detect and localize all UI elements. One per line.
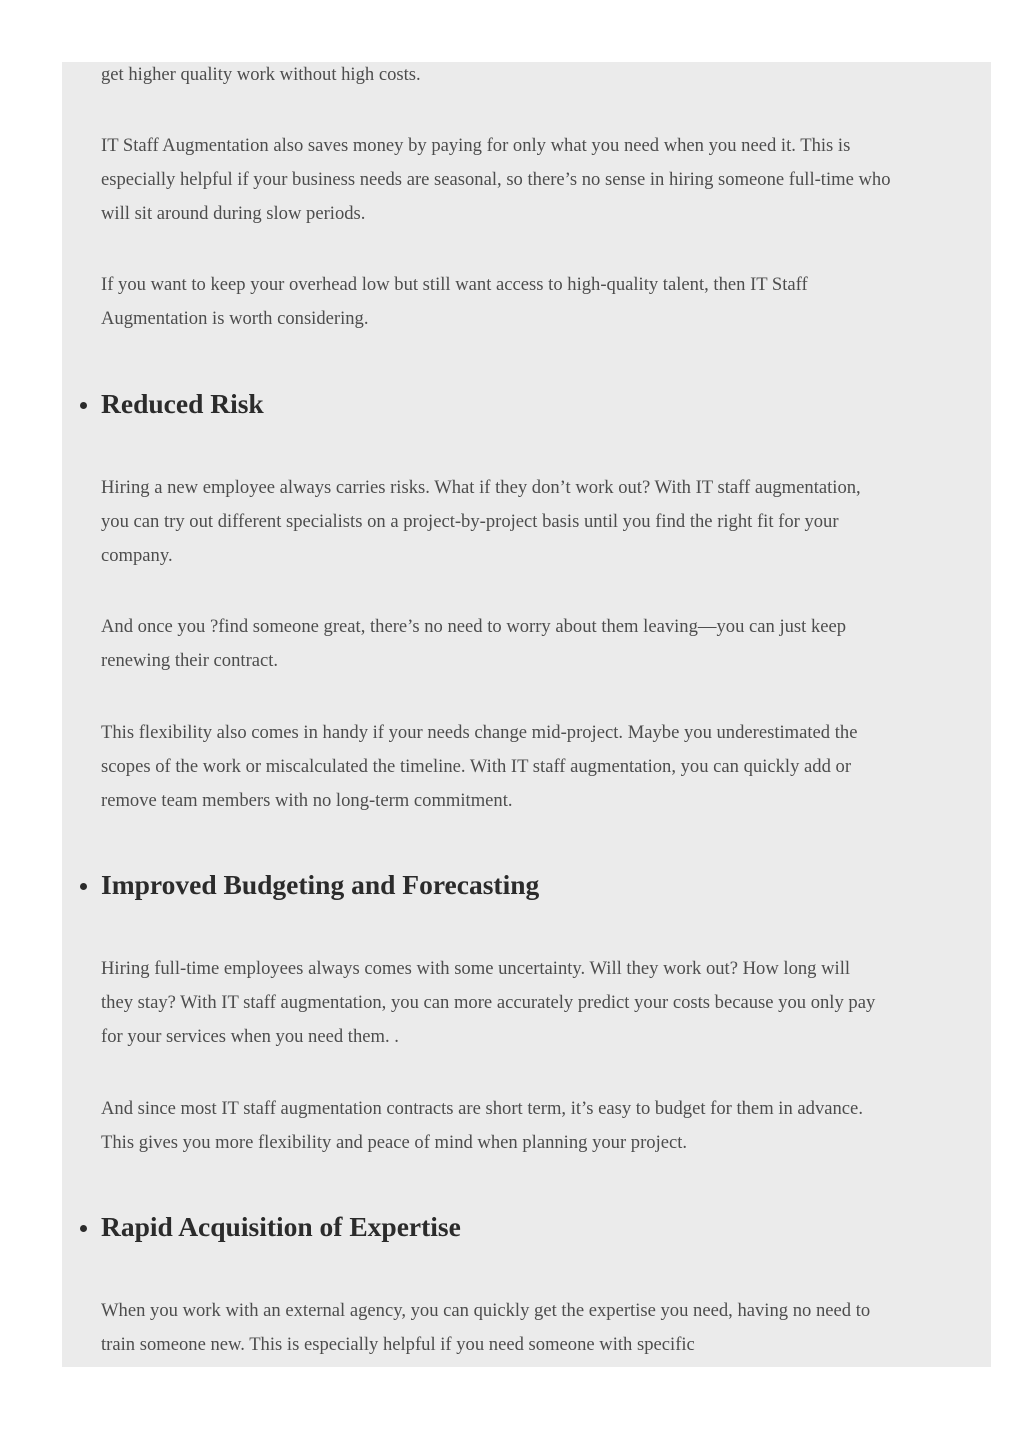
paragraph-budget-2: And since most IT staff augmentation contracts are short term, it’s easy to budget for them in advance. This gives you more flexibility and peace of mind when planning your project. xyxy=(101,1098,863,1153)
paragraph-risk-1: Hiring a new employee always carries risks. What if they don’t work out? With IT staff augmentation, you can try out different specialists on a project-by-project basis until you find the right fit for your company. xyxy=(101,477,861,566)
heading-improved-budgeting xyxy=(62,868,539,902)
paragraph-continuation: get higher quality work without high costs. xyxy=(101,64,421,85)
bullet-icon xyxy=(80,402,87,409)
paragraph-risk-2: And once you ?find someone great, there’s no need to worry about them leaving—you can just keep renewing their contract. xyxy=(101,616,847,671)
paragraph-savings: IT Staff Augmentation also saves money by paying for only what you need when you need it. This is especially helpful if your business needs are seasonal, so there’s no sense in hiring someone full-time who will sit around during slow periods. xyxy=(101,135,891,224)
heading-rapid-acquisition xyxy=(62,1210,461,1244)
paragraph-overhead: If you want to keep your overhead low but still want access to high-quality talent, then IT Staff Augmentation is worth considering. xyxy=(101,274,808,329)
bullet-icon xyxy=(80,1225,87,1232)
heading-reduced-risk xyxy=(62,387,264,421)
bullet-icon xyxy=(80,883,87,890)
page-panel xyxy=(62,62,991,1367)
paragraph-budget-1: Hiring full-time employees always comes with some uncertainty. Will they work out? How long will they stay? With IT staff augmentation, you can more accurately predict your costs because you only pay for your services when you need them. . xyxy=(101,958,876,1047)
paragraph-risk-3: This flexibility also comes in handy if your needs change mid-project. Maybe you underestimated the scopes of the work or miscalculated the timeline. With IT staff augmentation, you can quickly add or remove team members with no long-term commitment. xyxy=(101,722,858,811)
heading-reduced-risk-text: Reduced Risk xyxy=(101,388,264,419)
paragraph-expertise-1: When you work with an external agency, you can quickly get the expertise you need, having no need to train someone new. This is especially helpful if you need someone with specific xyxy=(101,1300,871,1355)
heading-rapid-acquisition-text: Rapid Acquisition of Expertise xyxy=(101,1211,461,1242)
heading-improved-budgeting-text: Improved Budgeting and Forecasting xyxy=(101,869,540,900)
